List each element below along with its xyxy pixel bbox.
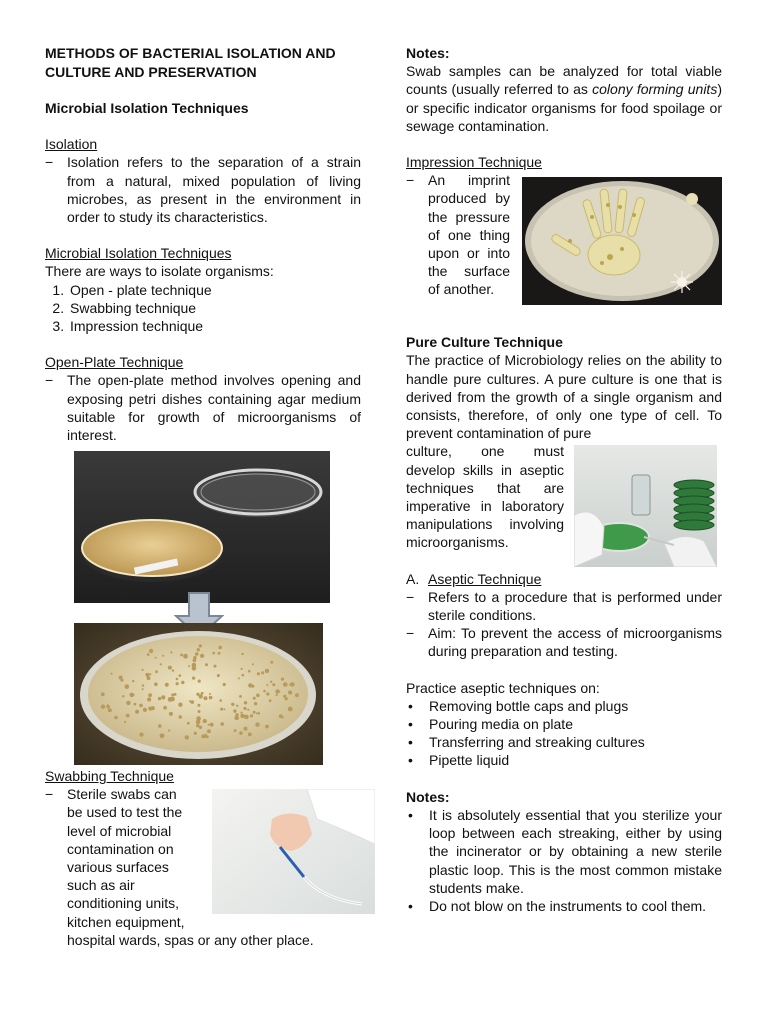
colony-dot [114, 716, 118, 720]
handprint-plate-photo [522, 177, 722, 305]
colony-dot [224, 708, 226, 710]
colony-dot [281, 716, 284, 719]
colony-dot [158, 724, 162, 728]
isolation-text: − Isolation refers to the separation of a strain from a natural, mixed population of living microbes, as present in the environment in order to study its characteristics. [45, 153, 361, 226]
open-plate-heading: Open-Plate Technique [45, 354, 184, 371]
colony-dot [158, 697, 161, 700]
colony-dot [209, 693, 211, 695]
list-item: 3. Impression technique [68, 317, 361, 335]
colony-dot [289, 683, 292, 686]
colony-dot [101, 692, 105, 696]
colony-dot [205, 663, 208, 666]
petri-dishes-photo [74, 451, 330, 603]
colony-dot [155, 657, 157, 659]
aseptic-lab-photo [574, 445, 717, 567]
colony-dot [269, 699, 272, 702]
swab-line: hospital wards, spas or any other place. [67, 931, 314, 948]
colony-dot [210, 723, 214, 727]
aseptic-heading: A. Aseptic Technique [406, 570, 542, 587]
colony-dot [160, 663, 162, 665]
colony-dot [266, 684, 268, 686]
colony-dot [142, 684, 144, 686]
colony-dot [108, 708, 112, 712]
colony-dot [139, 704, 143, 708]
colony-dot [201, 692, 204, 695]
notes-heading-1: Notes: [406, 45, 450, 61]
colony-dot [147, 676, 151, 680]
colony-dot [193, 656, 196, 659]
colony-dot [176, 682, 179, 685]
colony-dot [198, 710, 201, 713]
impression-text: An imprint produced by the pressure of one thing upon or into the surface of another. [428, 172, 510, 298]
colony-dot [239, 695, 242, 698]
colony-dot [218, 646, 222, 650]
colony-dot [278, 690, 280, 692]
colony-dot [142, 669, 144, 671]
left-column [45, 44, 361, 444]
colony-dot [234, 729, 237, 732]
list-item: • It is absolutely essential that you sterilize your loop between each streaking, either by using the incinerator or by obtaining a new sterile plastic loop. This is the most common mistake students make. [406, 806, 722, 897]
colony-dot [219, 699, 222, 702]
colony-dot [126, 714, 130, 718]
colony-dot [244, 701, 247, 704]
colony-dot [265, 725, 269, 729]
colony-dot [204, 720, 207, 723]
colony-dot [154, 682, 158, 686]
colony-dot [217, 674, 220, 677]
colony-dot [139, 733, 143, 737]
colony-dot [196, 724, 199, 727]
colony-dot [214, 665, 217, 668]
colony-dot [255, 722, 259, 726]
colony-dot [161, 695, 165, 699]
practice-list [406, 697, 722, 770]
colony-dot [155, 670, 158, 673]
colony-dot [147, 653, 150, 656]
colony-dot [142, 688, 144, 690]
colony-dot [252, 663, 254, 665]
list-item: • Pipette liquid [406, 751, 722, 769]
colony-dot [265, 669, 269, 673]
swab-line: various surfaces [67, 859, 169, 876]
colony-dot [199, 644, 202, 647]
list-item: • Transferring and streaking cultures [406, 733, 722, 751]
colony-dot [188, 665, 190, 667]
colony-dot [162, 655, 164, 657]
colony-dot [179, 674, 182, 677]
isolation-heading: Isolation [45, 136, 98, 153]
colony-dot [160, 733, 165, 738]
colony-dot [223, 683, 226, 686]
swabbing-heading: Swabbing Technique [45, 768, 174, 784]
list-item: 1. Open - plate technique [68, 281, 361, 299]
colony-dot [169, 712, 173, 716]
colony-dot [295, 693, 299, 697]
notes-list [406, 806, 722, 915]
colony-dot [238, 677, 240, 679]
colony-dot [257, 672, 260, 675]
aseptic-item-2: − Aim: To prevent the access of microorganisms during preparation and testing. [406, 624, 722, 660]
colony-dot [183, 654, 188, 659]
colony-dot [181, 681, 184, 684]
colony-dot [122, 695, 124, 697]
swab-photo [212, 789, 375, 914]
colony-dot [107, 704, 109, 706]
pure-culture-text-wrap: culture, one must develop skills in aseptic techniques that are imperative in laboratory manipulations involving microorganisms. [406, 443, 564, 551]
colony-dot [247, 709, 249, 711]
colony-dot [189, 700, 191, 702]
colony-dot [261, 671, 264, 674]
aseptic-item-1: − Refers to a procedure that is performed under sterile conditions. [406, 588, 722, 624]
colony-dot [239, 731, 243, 735]
colony-dot [130, 693, 134, 697]
notes-text-1: Swab samples can be analyzed for total viable counts (usually referred to as colony forming units) or specific indicator organisms for food spoilage or sewage contamination. [406, 63, 722, 134]
colony-dot [201, 735, 205, 739]
colony-dot [179, 715, 182, 718]
colony-dot [176, 678, 179, 681]
colony-dot [263, 690, 266, 693]
colony-dot [256, 694, 260, 698]
colony-dot [195, 652, 199, 656]
colony-dot [111, 673, 113, 675]
list-item: 2. Swabbing technique [68, 299, 361, 317]
colony-dot [256, 712, 258, 714]
colony-dot [236, 705, 238, 707]
colony-dot [187, 722, 190, 725]
colony-dot [147, 697, 151, 701]
colony-dot [218, 652, 221, 655]
colony-dot [285, 697, 288, 700]
colony-dot [194, 732, 197, 735]
colony-dot [170, 651, 172, 653]
colony-dot [281, 678, 284, 681]
swab-line: contamination on [67, 840, 174, 857]
colony-dot [119, 676, 123, 680]
colony-dot [233, 709, 236, 712]
practice-intro: Practice aseptic techniques on: [406, 679, 600, 696]
colony-dot [134, 703, 137, 706]
colony-dot [132, 680, 134, 682]
swab-line: conditioning units, [67, 895, 180, 912]
document-title-line-2: CULTURE AND PRESERVATION [45, 63, 257, 80]
colony-dot [170, 697, 175, 702]
mit-intro: There are ways to isolate organisms: [45, 263, 274, 280]
colony-dot [220, 722, 224, 726]
swab-line: such as air [67, 877, 135, 894]
colony-dot [148, 707, 152, 711]
colony-dot [244, 727, 248, 731]
colony-dot [241, 653, 243, 655]
colony-dot [258, 712, 261, 715]
colony-dot [248, 683, 252, 687]
colony-dot [231, 703, 234, 706]
colony-dot [235, 713, 238, 716]
open-plate-text: − The open-plate method involves opening and exposing petri dishes containing agar medium suitable for growth of microorganisms of interest. [45, 371, 361, 444]
list-item: • Pouring media on plate [406, 715, 722, 733]
colony-dot [254, 702, 257, 705]
pure-culture-heading: Pure Culture Technique [406, 334, 563, 351]
colony-dot [220, 708, 223, 711]
notes-heading-2: Notes: [406, 788, 450, 805]
colony-dot [248, 670, 251, 673]
colony-dot [272, 683, 275, 686]
colony-dot [242, 674, 245, 677]
colony-dot [209, 696, 213, 700]
colony-dot [163, 706, 167, 710]
colony-dot [241, 668, 243, 670]
colony-dot [171, 693, 174, 696]
colony-dot [196, 720, 201, 725]
colony-plate-photo [74, 623, 323, 765]
colony-dot [283, 682, 288, 687]
colony-dot [168, 666, 172, 670]
colony-dot [180, 654, 183, 657]
colony-dot [149, 649, 153, 653]
colony-dot [250, 714, 253, 717]
colony-dot [124, 721, 126, 723]
swab-line: level of microbial [67, 822, 172, 839]
list-item: • Removing bottle caps and plugs [406, 697, 722, 715]
colony-dot [196, 693, 199, 696]
colony-dot [270, 681, 272, 683]
colony-dot [212, 652, 215, 655]
colony-dot [240, 712, 242, 714]
colony-dot [253, 697, 256, 700]
colony-dot [266, 692, 269, 695]
colony-dot [243, 707, 246, 710]
swab-line: kitchen equipment, [67, 913, 185, 930]
colony-dot [178, 703, 182, 707]
colony-dot [197, 704, 200, 707]
colony-dot [125, 684, 130, 689]
colony-dot [270, 661, 273, 664]
colony-dot [288, 690, 292, 694]
colony-dot [200, 654, 204, 658]
colony-dot [149, 673, 151, 675]
swab-line: − Sterile swabs can [67, 786, 177, 803]
impression-block: − An imprint produced by the pressure of one thing upon or into the surface of another. [406, 172, 510, 298]
colony-dot [244, 715, 249, 720]
colony-dot [192, 663, 197, 668]
colony-dot [172, 669, 174, 671]
document-title-line-1: METHODS OF BACTERIAL ISOLATION AND [45, 45, 336, 61]
colony-dot [207, 729, 211, 733]
colony-dot [204, 696, 208, 700]
swab-line: be used to test the [67, 804, 183, 821]
mit-heading: Microbial Isolation Techniques [45, 245, 232, 262]
colony-dot [240, 714, 244, 718]
colony-dot [197, 648, 200, 651]
colony-dot [143, 708, 147, 712]
colony-dot [276, 694, 278, 696]
colony-dot [253, 711, 256, 714]
colony-dot [165, 683, 169, 687]
colony-dot [208, 724, 210, 726]
impression-heading: Impression Technique [406, 154, 542, 171]
colony-dot [135, 710, 139, 714]
colony-dot [148, 693, 152, 697]
pure-culture-text: The practice of Microbiology relies on the ability to handle pure cultures. A pure culture is one that is derived from the growth of a single organism and consists, therefore, of only one type of cell. To prevent contamination of pure [406, 352, 722, 442]
colony-dot [192, 677, 195, 680]
colony-dot [198, 680, 201, 683]
colony-dot [185, 735, 189, 739]
mit-list [45, 281, 361, 336]
colony-dot [126, 701, 130, 705]
colony-dot [206, 735, 209, 738]
colony-dot [248, 733, 252, 737]
section-title: Microbial Isolation Techniques [45, 100, 249, 116]
colony-dot [288, 707, 293, 712]
colony-dot [101, 705, 105, 709]
colony-dot [168, 729, 170, 731]
list-item: • Do not blow on the instruments to cool them. [406, 897, 722, 915]
colony-dot [191, 700, 195, 704]
